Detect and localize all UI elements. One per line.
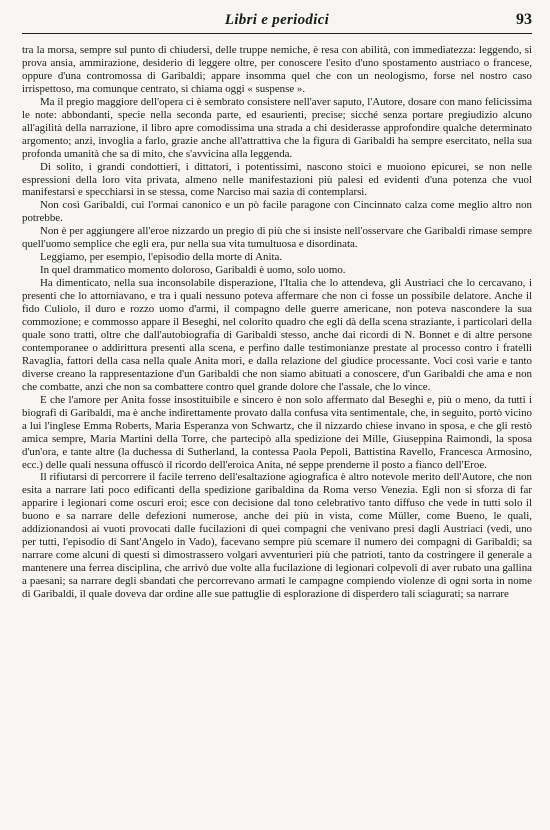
page-header [22,10,532,34]
paragraph: Ha dimenticato, nella sua inconsolabile disperazione, l'Italia che lo attendeva, gli Austriaci che lo cercavano, i presenti che lo attorniavano, e tra i quali nessuno poteva affermare che non ci fosse un possibile delatore. Anche il fido Culiolo, il duro e rozzo uomo d'armi, il compagno delle guerre americane, non poteva nascondere la sua commozione; e commosso appare il Beseghi, nel colorito quadro che egli dà della scena straziante, i particolari della quale sono tratti, oltre che dall'autobiografia di Garibaldi stesso, anche dai ricordi di N. Bonnet e di altre persone contemporanee o addirittura presenti alla scena, e perfino dalle testimonianze prestate al processo contro i fratelli Ravaglia, fattori della casa nella quale Anita morì, e dalla relazione del giudice processante. Voci così varie e tanto diverse creano la rappresentazione d'un Garibaldi che non siamo abituati a conoscere, d'un Garibaldi che ama e non che combatte, anzi che non sa combattere contro quel grande dolore che l'assale, che lo vince. [22,277,532,393]
paragraph: E che l'amore per Anita fosse insostituibile e sincero è non solo affermato dal Beseghi e, più o meno, da tutti i biografi di Garibaldi, ma è anche indirettamente provato dalla confusa vita sentimentale, che, in seguito, portò vicino a lui l'inglese Emma Roberts, Maria Esperanza von Schwartz, che il nizzardo chiese invano in sposa, e che gli restò amica sempre, Maria Martini della Torre, che partecipò alla spedizione dei Mille, Giuseppina Raimondi, la sposa d'un'ora, e tante altre (la duchessa di Sutherland, la contessa Paola Pepoli, Battistina Ravello, Francesca Armosino, ecc.) delle quali nessuna offuscò il ricordo dell'eroica Anita, né seppe prenderne il posto a fianco dell'Eroe. [22,393,532,471]
paragraph: Non così Garibaldi, cui l'ormai canonico e un pò facile paragone con Cincinnato calza come meglio altro non potrebbe. [22,199,532,225]
paragraph: Ma il pregio maggiore dell'opera ci è sembrato consistere nell'aver saputo, l'Autore, dosare con mano felicissima le note: abbondanti, specie nella seconda parte, ed esaurienti, precise; sicché senza portare pregiudizio alcuno all'agilità della narrazione, il libro apre comodissima una strada a chi desiderasse approfondire qualche determinato argomento; anzi, invoglia a farlo, grazie anche all'attrattiva che la figura di Garibaldi ha sempre esercitato, nella sua profonda umanità che sa di mito, che s'avvicina alla leggenda. [22,95,532,160]
page-number: 93 [516,11,532,28]
body-text [22,44,532,601]
paragraph: Il rifiutarsi di percorrere il facile terreno dell'esaltazione agiografica è altro notevole merito dell'Autore, che non esita a narrare lati poco edificanti della spedizione garibaldina da Roma verso Venezia. Egli non si sforza di far apparire i legionari come oscuri eroi; esce con decisione dal tono celebrativo tanto diffuso che vede in tutti solo il buono e sa narrare delle defezioni numerose, anche dei più in vista, come Müller, come Bueno, le quali, addizionandosi ai vuoti provocati dalle fucilazioni di quei compagni che venivano presi dagli Austriaci (vedi, uno per tutti, l'episodio di Sant'Angelo in Vado), facevano sempre più scemare il numero dei compagni di Garibaldi; sa narrare come alcuni di questi si dimostrassero volgari avventurieri più che patrioti, tanto da costringere il generale a mantenere una ferrea disciplina, che arrivò due volte alla fucilazione di legionari colpevoli di aver rubato una gallina a paesani; sa narrare degli sbandati che percorrevano armati le campagne compiendo violenze di ogni sorta in nome di Garibaldi, il quale doveva dar ordine alle sue pattuglie di esplorazione di disperdero tali sciagurati; sa narrare [22,471,532,601]
header-rule [22,33,532,34]
paragraph: Non è per aggiungere all'eroe nizzardo un pregio di più che si insiste nell'osservare che Garibaldi rimase sempre quell'uomo semplice che egli era, pur nella sua vita tumultuosa e disordinata. [22,225,532,251]
paragraph: Leggiamo, per esempio, l'episodio della morte di Anita. [40,251,283,264]
paragraph: In quel drammatico momento doloroso, Garibaldi è uomo, solo uomo. [40,264,346,277]
running-title: Libri e periodici [224,12,330,28]
paragraph: tra la morsa, sempre sul punto di chiudersi, delle truppe nemiche, è resa con abilità, con immediatezza: leggendo, si prova ansia, ammirazione, desiderio di leggere oltre, per conoscere l'esito d'uno spostamento austriaco o francese, oppure d'una contromossa di Garibaldi; appare insomma quel che con un neologismo, forse nel nostro caso irrispettoso, ma comunque centrato, si chiama oggi « suspense ». [22,44,532,95]
paragraph: Di solito, i grandi condottieri, i dittatori, i potentissimi, nascono stoici e muoiono epicurei, se non nelle espressioni della loro vita privata, almeno nelle manifestazioni più palesi ed evidenti d'una potenza che vuol manifestarsi e specchiarsi in se stessa, come Narciso mai sazia di contemplarsi. [22,160,532,199]
